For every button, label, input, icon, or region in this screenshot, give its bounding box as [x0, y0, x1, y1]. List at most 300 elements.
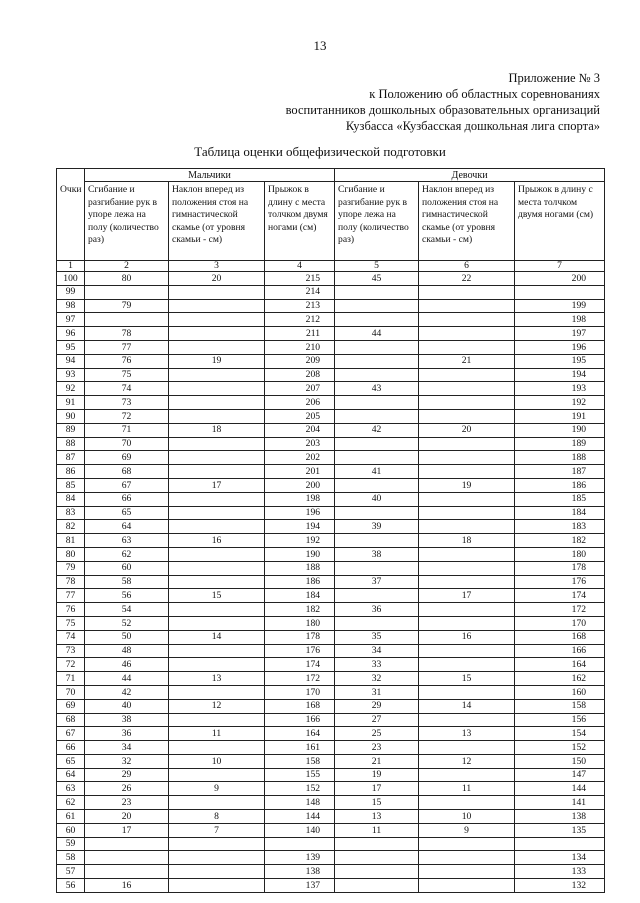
cell-boys-jump: 192 — [265, 534, 335, 548]
cell-points: 75 — [57, 616, 85, 630]
cell-girls-jump: 133 — [515, 865, 605, 879]
table-row — [57, 837, 605, 851]
cell-girls-pushups — [335, 478, 419, 492]
header-girls-jump: Прыжок в длину с места толчком двумя ногами (см) — [515, 182, 605, 261]
cell-boys-jump: 201 — [265, 465, 335, 479]
column-number: 4 — [265, 261, 335, 272]
cell-boys-jump: 155 — [265, 768, 335, 782]
cell-points: 77 — [57, 589, 85, 603]
cell-boys-jump: 198 — [265, 492, 335, 506]
cell-points: 88 — [57, 437, 85, 451]
table-row — [57, 727, 605, 741]
cell-points: 56 — [57, 879, 85, 893]
cell-girls-jump: 183 — [515, 520, 605, 534]
cell-boys-pushups: 36 — [85, 727, 169, 741]
cell-girls-jump: 186 — [515, 478, 605, 492]
cell-boys-jump: 188 — [265, 561, 335, 575]
cell-boys-pushups — [85, 313, 169, 327]
appendix-line-1: Приложение № 3 — [508, 71, 600, 85]
cell-boys-jump: 210 — [265, 340, 335, 354]
cell-boys-jump: 152 — [265, 782, 335, 796]
table-row — [57, 313, 605, 327]
cell-boys-jump: 164 — [265, 727, 335, 741]
cell-girls-bend: 21 — [419, 354, 515, 368]
cell-girls-bend — [419, 851, 515, 865]
column-number-row — [57, 261, 605, 272]
cell-boys-jump: 172 — [265, 672, 335, 686]
cell-boys-jump — [265, 837, 335, 851]
cell-girls-pushups — [335, 340, 419, 354]
cell-girls-bend: 9 — [419, 823, 515, 837]
table-row — [57, 603, 605, 617]
table-row — [57, 478, 605, 492]
cell-girls-bend — [419, 865, 515, 879]
cell-boys-bend: 16 — [169, 534, 265, 548]
cell-girls-bend: 22 — [419, 272, 515, 286]
cell-boys-pushups: 48 — [85, 644, 169, 658]
cell-boys-jump: 148 — [265, 796, 335, 810]
cell-girls-jump: 182 — [515, 534, 605, 548]
cell-girls-pushups — [335, 409, 419, 423]
cell-boys-pushups: 54 — [85, 603, 169, 617]
cell-girls-bend — [419, 616, 515, 630]
cell-points: 78 — [57, 575, 85, 589]
table-row — [57, 520, 605, 534]
cell-boys-pushups: 80 — [85, 272, 169, 286]
cell-girls-pushups — [335, 437, 419, 451]
cell-girls-jump: 132 — [515, 879, 605, 893]
cell-boys-jump: 166 — [265, 713, 335, 727]
cell-points: 98 — [57, 299, 85, 313]
cell-boys-bend: 13 — [169, 672, 265, 686]
cell-girls-jump: 162 — [515, 672, 605, 686]
cell-boys-pushups — [85, 285, 169, 299]
cell-boys-jump: 178 — [265, 630, 335, 644]
cell-girls-jump: 166 — [515, 644, 605, 658]
cell-points: 97 — [57, 313, 85, 327]
table-row — [57, 741, 605, 755]
table-row — [57, 382, 605, 396]
cell-girls-pushups — [335, 879, 419, 893]
cell-boys-bend — [169, 327, 265, 341]
cell-girls-pushups: 25 — [335, 727, 419, 741]
cell-boys-jump: 168 — [265, 699, 335, 713]
cell-points: 64 — [57, 768, 85, 782]
cell-girls-pushups: 38 — [335, 547, 419, 561]
cell-points: 83 — [57, 506, 85, 520]
cell-girls-bend — [419, 327, 515, 341]
cell-boys-bend — [169, 313, 265, 327]
cell-girls-bend — [419, 644, 515, 658]
cell-girls-pushups: 15 — [335, 796, 419, 810]
table-row — [57, 754, 605, 768]
cell-points: 58 — [57, 851, 85, 865]
cell-girls-pushups — [335, 313, 419, 327]
cell-boys-bend — [169, 796, 265, 810]
table-row — [57, 616, 605, 630]
cell-points: 74 — [57, 630, 85, 644]
cell-boys-jump: 140 — [265, 823, 335, 837]
cell-boys-bend — [169, 299, 265, 313]
cell-boys-jump: 196 — [265, 506, 335, 520]
cell-girls-pushups: 34 — [335, 644, 419, 658]
cell-points: 96 — [57, 327, 85, 341]
cell-boys-jump: 144 — [265, 810, 335, 824]
cell-boys-bend — [169, 396, 265, 410]
cell-girls-bend — [419, 340, 515, 354]
cell-girls-jump: 168 — [515, 630, 605, 644]
header-boys-jump: Прыжок в длину с места толчком двумя ногами (см) — [265, 182, 335, 261]
cell-girls-jump: 188 — [515, 451, 605, 465]
table-row — [57, 865, 605, 879]
cell-boys-jump: 214 — [265, 285, 335, 299]
appendix-line-2: к Положению об областных соревнованиях — [369, 87, 600, 101]
cell-girls-pushups — [335, 368, 419, 382]
cell-girls-pushups: 40 — [335, 492, 419, 506]
cell-girls-pushups — [335, 299, 419, 313]
cell-boys-pushups: 71 — [85, 423, 169, 437]
cell-girls-bend: 20 — [419, 423, 515, 437]
appendix-header — [286, 70, 600, 134]
table-row — [57, 437, 605, 451]
cell-girls-pushups: 13 — [335, 810, 419, 824]
cell-girls-jump: 189 — [515, 437, 605, 451]
cell-boys-bend — [169, 768, 265, 782]
header-girls-bend: Наклон вперед из положения стоя на гимнастической скамье (от уровня скамьи - см) — [419, 182, 515, 261]
cell-girls-bend: 12 — [419, 754, 515, 768]
cell-points: 66 — [57, 741, 85, 755]
cell-boys-pushups: 40 — [85, 699, 169, 713]
cell-points: 85 — [57, 478, 85, 492]
cell-girls-pushups — [335, 616, 419, 630]
cell-boys-bend — [169, 437, 265, 451]
cell-boys-jump: 215 — [265, 272, 335, 286]
cell-points: 69 — [57, 699, 85, 713]
cell-girls-pushups: 42 — [335, 423, 419, 437]
cell-girls-pushups — [335, 851, 419, 865]
cell-girls-pushups: 31 — [335, 685, 419, 699]
cell-boys-bend — [169, 506, 265, 520]
cell-points: 67 — [57, 727, 85, 741]
cell-girls-pushups — [335, 561, 419, 575]
cell-boys-jump: 206 — [265, 396, 335, 410]
cell-points: 90 — [57, 409, 85, 423]
cell-girls-pushups: 41 — [335, 465, 419, 479]
table-row — [57, 354, 605, 368]
cell-girls-bend: 19 — [419, 478, 515, 492]
cell-girls-jump: 170 — [515, 616, 605, 630]
table-row — [57, 589, 605, 603]
cell-girls-jump: 193 — [515, 382, 605, 396]
table-row — [57, 285, 605, 299]
cell-boys-bend: 9 — [169, 782, 265, 796]
table-body — [57, 272, 605, 893]
table-row — [57, 451, 605, 465]
cell-points: 65 — [57, 754, 85, 768]
table-row — [57, 879, 605, 893]
cell-boys-jump: 180 — [265, 616, 335, 630]
cell-girls-jump: 141 — [515, 796, 605, 810]
cell-girls-pushups: 39 — [335, 520, 419, 534]
cell-girls-bend: 15 — [419, 672, 515, 686]
table-row — [57, 630, 605, 644]
column-number: 2 — [85, 261, 169, 272]
cell-boys-jump: 211 — [265, 327, 335, 341]
cell-girls-jump: 187 — [515, 465, 605, 479]
cell-boys-pushups: 79 — [85, 299, 169, 313]
cell-girls-jump: 150 — [515, 754, 605, 768]
table-row — [57, 423, 605, 437]
cell-girls-jump: 184 — [515, 506, 605, 520]
cell-girls-pushups — [335, 396, 419, 410]
appendix-line-3: воспитанников дошкольных образовательных организаций — [285, 103, 600, 117]
cell-girls-jump: 191 — [515, 409, 605, 423]
cell-boys-jump: 174 — [265, 658, 335, 672]
header-points: Очки — [57, 182, 85, 261]
cell-points: 93 — [57, 368, 85, 382]
cell-girls-jump: 164 — [515, 658, 605, 672]
cell-girls-bend — [419, 368, 515, 382]
cell-girls-jump: 154 — [515, 727, 605, 741]
cell-points: 87 — [57, 451, 85, 465]
cell-girls-bend — [419, 465, 515, 479]
cell-boys-bend — [169, 603, 265, 617]
page-number: 13 — [313, 38, 327, 53]
cell-girls-bend — [419, 396, 515, 410]
table-row — [57, 299, 605, 313]
table-title: Таблица оценки общефизической подготовки — [194, 144, 446, 159]
cell-girls-pushups — [335, 506, 419, 520]
cell-boys-jump: 158 — [265, 754, 335, 768]
table-row — [57, 396, 605, 410]
cell-girls-bend — [419, 313, 515, 327]
cell-boys-pushups: 34 — [85, 741, 169, 755]
cell-girls-pushups: 35 — [335, 630, 419, 644]
cell-points: 76 — [57, 603, 85, 617]
cell-girls-jump: 138 — [515, 810, 605, 824]
cell-boys-pushups: 56 — [85, 589, 169, 603]
cell-boys-bend: 17 — [169, 478, 265, 492]
cell-boys-bend — [169, 409, 265, 423]
cell-boys-jump: 202 — [265, 451, 335, 465]
cell-boys-bend — [169, 492, 265, 506]
cell-boys-pushups: 65 — [85, 506, 169, 520]
cell-girls-bend — [419, 451, 515, 465]
cell-boys-jump: 184 — [265, 589, 335, 603]
cell-boys-jump: 212 — [265, 313, 335, 327]
cell-girls-bend — [419, 837, 515, 851]
cell-boys-bend: 7 — [169, 823, 265, 837]
cell-boys-bend — [169, 879, 265, 893]
cell-girls-pushups: 29 — [335, 699, 419, 713]
cell-boys-pushups: 68 — [85, 465, 169, 479]
cell-girls-bend — [419, 299, 515, 313]
cell-boys-pushups: 46 — [85, 658, 169, 672]
cell-boys-pushups: 50 — [85, 630, 169, 644]
cell-points: 86 — [57, 465, 85, 479]
cell-boys-bend: 12 — [169, 699, 265, 713]
cell-boys-jump: 138 — [265, 865, 335, 879]
cell-boys-jump: 186 — [265, 575, 335, 589]
table-row — [57, 658, 605, 672]
cell-boys-pushups: 70 — [85, 437, 169, 451]
cell-girls-jump: 180 — [515, 547, 605, 561]
cell-girls-jump: 192 — [515, 396, 605, 410]
cell-boys-jump: 213 — [265, 299, 335, 313]
cell-girls-bend — [419, 741, 515, 755]
table-row — [57, 547, 605, 561]
cell-boys-bend: 8 — [169, 810, 265, 824]
cell-girls-bend: 13 — [419, 727, 515, 741]
cell-boys-pushups: 76 — [85, 354, 169, 368]
column-number: 5 — [335, 261, 419, 272]
cell-boys-bend — [169, 837, 265, 851]
cell-points: 71 — [57, 672, 85, 686]
cell-boys-pushups: 16 — [85, 879, 169, 893]
cell-boys-bend — [169, 851, 265, 865]
cell-points: 82 — [57, 520, 85, 534]
cell-girls-jump: 190 — [515, 423, 605, 437]
cell-boys-jump: 170 — [265, 685, 335, 699]
cell-boys-bend: 14 — [169, 630, 265, 644]
cell-girls-jump: 176 — [515, 575, 605, 589]
cell-boys-bend: 11 — [169, 727, 265, 741]
cell-boys-pushups — [85, 851, 169, 865]
table-row — [57, 768, 605, 782]
cell-boys-bend: 18 — [169, 423, 265, 437]
cell-boys-bend — [169, 575, 265, 589]
cell-girls-bend — [419, 879, 515, 893]
cell-girls-pushups — [335, 354, 419, 368]
cell-points: 100 — [57, 272, 85, 286]
cell-girls-pushups: 36 — [335, 603, 419, 617]
cell-boys-bend — [169, 451, 265, 465]
cell-girls-bend — [419, 658, 515, 672]
cell-boys-jump: 209 — [265, 354, 335, 368]
cell-girls-jump: 147 — [515, 768, 605, 782]
header-boys-bend: Наклон вперед из положения стоя на гимнастической скамье (от уровня скамьи - см) — [169, 182, 265, 261]
cell-girls-jump: 199 — [515, 299, 605, 313]
cell-girls-bend — [419, 713, 515, 727]
cell-boys-bend — [169, 285, 265, 299]
cell-boys-pushups: 78 — [85, 327, 169, 341]
cell-boys-pushups: 42 — [85, 685, 169, 699]
table-row — [57, 465, 605, 479]
cell-girls-pushups: 17 — [335, 782, 419, 796]
cell-boys-bend: 19 — [169, 354, 265, 368]
cell-girls-bend — [419, 492, 515, 506]
table-row — [57, 672, 605, 686]
cell-points: 57 — [57, 865, 85, 879]
cell-girls-jump — [515, 285, 605, 299]
cell-girls-jump: 197 — [515, 327, 605, 341]
table-row — [57, 506, 605, 520]
cell-points: 79 — [57, 561, 85, 575]
cell-boys-bend — [169, 644, 265, 658]
cell-boys-pushups: 52 — [85, 616, 169, 630]
cell-points: 59 — [57, 837, 85, 851]
cell-girls-jump: 152 — [515, 741, 605, 755]
table-row — [57, 796, 605, 810]
cell-boys-pushups: 26 — [85, 782, 169, 796]
cell-girls-jump: 134 — [515, 851, 605, 865]
fitness-score-table — [56, 168, 605, 893]
table-row — [57, 851, 605, 865]
cell-boys-pushups: 66 — [85, 492, 169, 506]
cell-boys-jump: 137 — [265, 879, 335, 893]
cell-boys-bend — [169, 520, 265, 534]
cell-girls-pushups — [335, 865, 419, 879]
cell-girls-bend — [419, 561, 515, 575]
cell-boys-jump: 207 — [265, 382, 335, 396]
table-row — [57, 699, 605, 713]
table-row — [57, 823, 605, 837]
cell-girls-pushups: 19 — [335, 768, 419, 782]
cell-points: 70 — [57, 685, 85, 699]
cell-girls-bend — [419, 520, 515, 534]
cell-boys-bend — [169, 713, 265, 727]
cell-girls-bend — [419, 409, 515, 423]
cell-boys-pushups: 17 — [85, 823, 169, 837]
cell-girls-pushups: 43 — [335, 382, 419, 396]
cell-boys-jump: 190 — [265, 547, 335, 561]
cell-girls-pushups — [335, 837, 419, 851]
cell-girls-bend — [419, 437, 515, 451]
cell-girls-jump: 144 — [515, 782, 605, 796]
table-row — [57, 492, 605, 506]
column-number: 3 — [169, 261, 265, 272]
cell-girls-bend — [419, 575, 515, 589]
cell-girls-bend: 17 — [419, 589, 515, 603]
cell-boys-pushups: 44 — [85, 672, 169, 686]
cell-boys-bend — [169, 561, 265, 575]
cell-girls-bend: 10 — [419, 810, 515, 824]
group-header-boys: Мальчики — [85, 169, 335, 182]
cell-boys-jump: 176 — [265, 644, 335, 658]
cell-points: 81 — [57, 534, 85, 548]
table-row — [57, 713, 605, 727]
cell-boys-pushups: 23 — [85, 796, 169, 810]
cell-boys-jump: 208 — [265, 368, 335, 382]
cell-boys-pushups — [85, 837, 169, 851]
cell-boys-bend — [169, 741, 265, 755]
cell-boys-bend — [169, 616, 265, 630]
cell-boys-pushups: 64 — [85, 520, 169, 534]
table-row — [57, 782, 605, 796]
cell-boys-pushups: 75 — [85, 368, 169, 382]
cell-boys-pushups: 29 — [85, 768, 169, 782]
cell-boys-jump: 182 — [265, 603, 335, 617]
cell-girls-jump: 195 — [515, 354, 605, 368]
cell-boys-pushups: 60 — [85, 561, 169, 575]
cell-girls-jump: 160 — [515, 685, 605, 699]
cell-girls-jump: 156 — [515, 713, 605, 727]
cell-points: 68 — [57, 713, 85, 727]
cell-boys-pushups: 73 — [85, 396, 169, 410]
cell-boys-pushups: 69 — [85, 451, 169, 465]
table-row — [57, 368, 605, 382]
cell-boys-jump: 200 — [265, 478, 335, 492]
cell-girls-pushups: 27 — [335, 713, 419, 727]
cell-points: 99 — [57, 285, 85, 299]
cell-boys-pushups: 74 — [85, 382, 169, 396]
cell-girls-jump: 198 — [515, 313, 605, 327]
cell-boys-bend — [169, 465, 265, 479]
cell-boys-bend: 15 — [169, 589, 265, 603]
column-header-row — [57, 182, 605, 261]
cell-girls-bend — [419, 603, 515, 617]
cell-girls-pushups: 44 — [335, 327, 419, 341]
